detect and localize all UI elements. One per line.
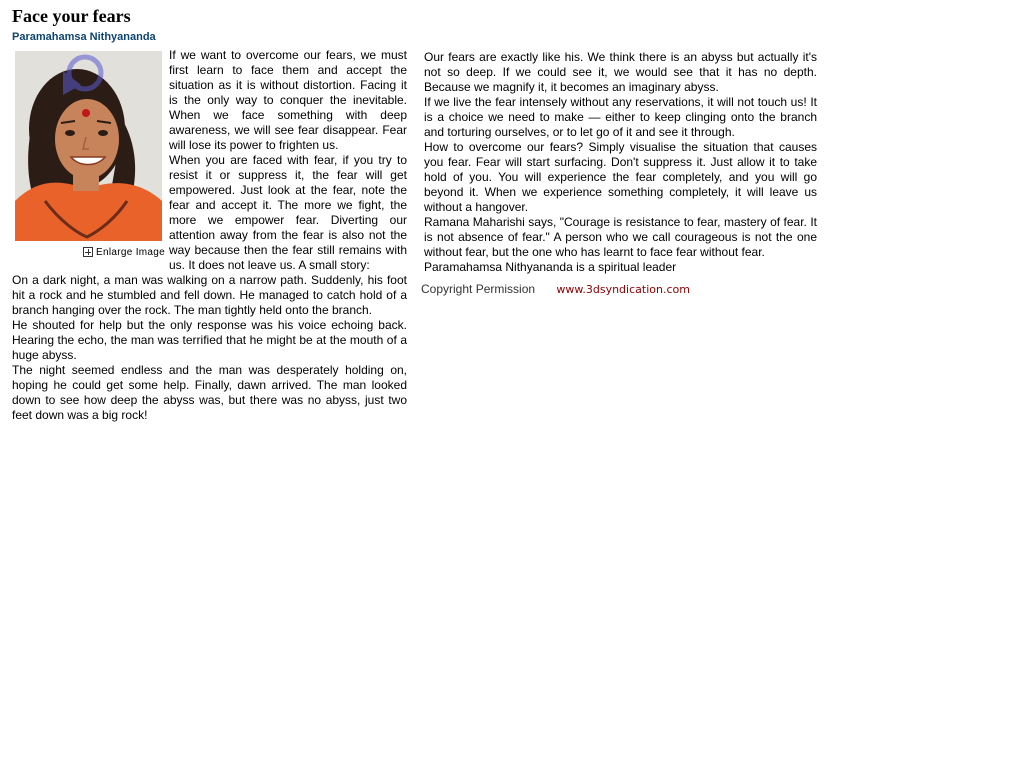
enlarge-image-label: Enlarge Image: [96, 246, 165, 258]
plus-square-icon: [83, 247, 93, 257]
author-photo[interactable]: [15, 51, 162, 241]
enlarge-image-button[interactable]: [15, 244, 165, 260]
paragraph: If we want to overcome our fears, we must first learn to face them and accept the situation as it is without distortion. Facing it is the only way to conquer the inevitable. When we face something with deep awareness, we will see fear disappear. Fear will lose its power to frighten us.: [169, 48, 407, 152]
author-bio: Paramahamsa Nithyananda is a spiritual leader: [424, 260, 677, 274]
article-figure: [15, 51, 165, 260]
article-column-left: [12, 48, 407, 423]
paragraph: Our fears are exactly like his. We think there is an abyss but actually it's not so deep. If we could see it, we would see that it has no depth. Because we magnify it, it becomes an imaginary abyss.: [424, 50, 817, 94]
paragraph: The night seemed endless and the man was desperately holding on, hoping he could get some help. Finally, dawn arrived. The man looked down to see how deep the abyss was, but there was no abyss, just two feet down was a big rock!: [12, 363, 407, 422]
article-title: Face your fears: [12, 6, 131, 26]
copyright-permission-link[interactable]: Copyright Permission: [421, 282, 536, 296]
paragraph: He shouted for help but the only response was his voice echoing back. Hearing the echo, the man was terrified that he might be at the mouth of a huge abyss.: [12, 318, 407, 362]
paragraph: How to overcome our fears? Simply visualise the situation that causes you fear. Fear will start surfacing. Don't suppress it. Just allow it to take hold of you. You will experience the fear completely, and you will go beyond it. When we experience something completely, it will leave us without a hangover.: [424, 140, 817, 214]
paragraph: Ramana Maharishi says, "Courage is resistance to fear, mastery of fear. It is not absence of fear." A person who we call courageous is not the one without fear, but the one who has learnt to face fear without fear.: [424, 215, 817, 259]
paragraph: On a dark night, a man was walking on a narrow path. Suddenly, his foot hit a rock and he stumbled and fell down. He managed to catch hold of a branch hanging over the rock. The man tightly held onto the branch.: [12, 273, 407, 317]
paragraph: If we live the fear intensely without any reservations, it will not touch us! It is a choice we need to make — either to keep clinging onto the branch and torturing ourselves, or to let go of it and see it through.: [424, 95, 817, 139]
article-footer: [421, 282, 690, 297]
author-link[interactable]: Paramahamsa Nithyananda: [12, 31, 156, 43]
article-column-right: [424, 50, 817, 275]
paragraph: When you are faced with fear, if you try to resist it or suppress it, the fear will get empowered. Just look at the fear, note the fear and accept it. The more we fight, the more we empower fear. Diverting our attention away from the fear is also not the way because then the fear still remains with us. It does not leave us. A small story:: [169, 153, 407, 272]
syndication-link[interactable]: www.3dsyndication.com: [556, 283, 690, 296]
